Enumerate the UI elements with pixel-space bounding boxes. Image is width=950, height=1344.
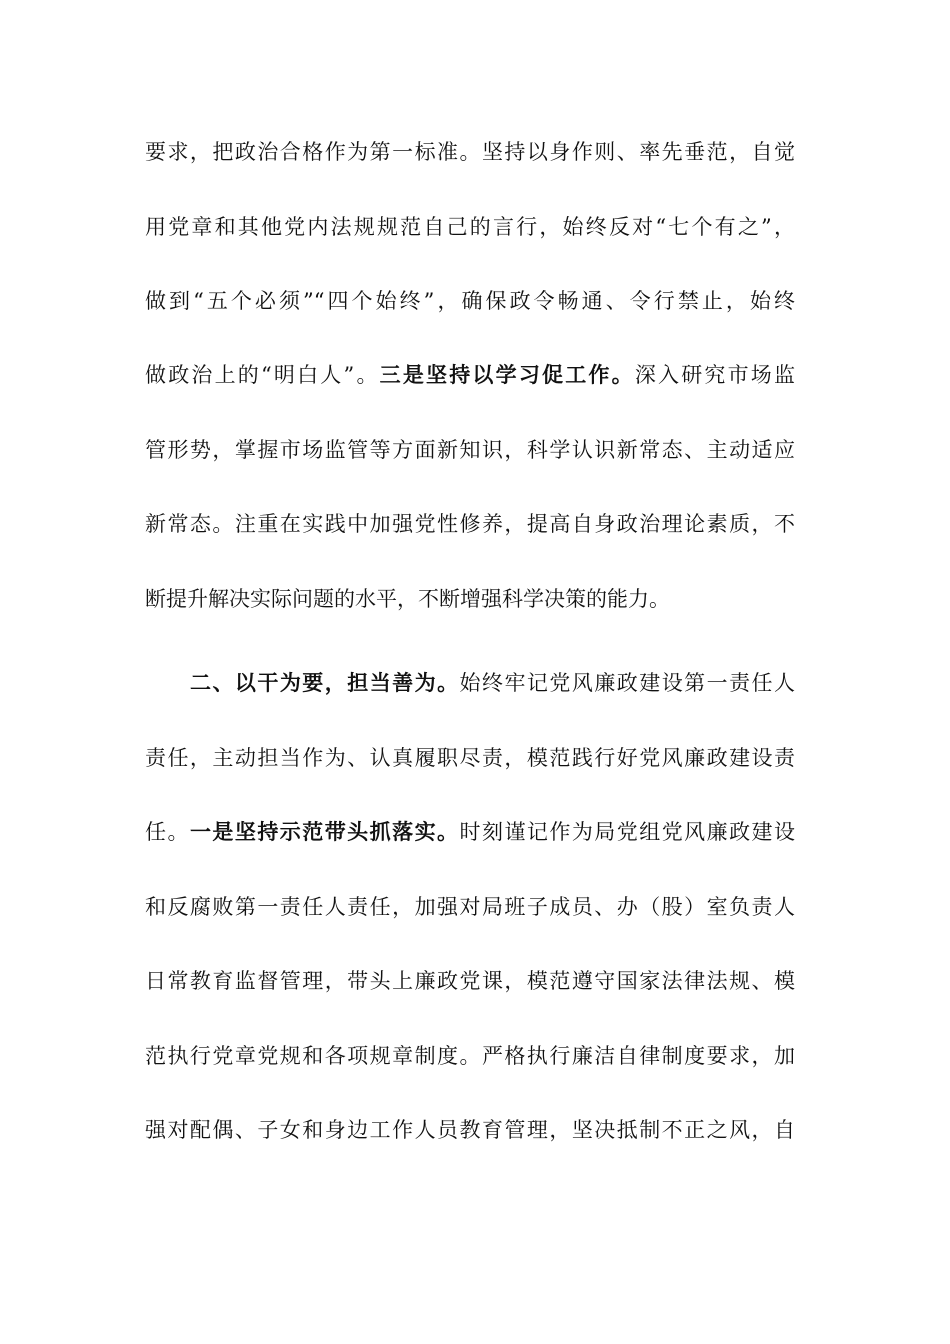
text-line-12 xyxy=(145,966,795,996)
text-run: 始终牢记党风廉政建设第一责任人 xyxy=(459,671,796,695)
text-run: 断提升解决实际问题的水平，不断增强科学决策的能力。 xyxy=(145,587,670,611)
text-line-9 xyxy=(145,743,795,773)
text-run: 做到“五个必须”“四个始终”，确保政令畅通、令行禁止，始终 xyxy=(145,289,795,313)
text-run: 和反腐败第一责任人责任，加强对局班子成员、办（股）室负责人 xyxy=(145,895,795,919)
text-run: 管形势，掌握市场监管等方面新知识，科学认识新常态、主动适应 xyxy=(145,438,795,462)
text-run: 深入研究市场监 xyxy=(634,363,795,387)
text-line-2 xyxy=(145,212,795,242)
text-line-14 xyxy=(145,1115,795,1145)
text-run: 用党章和其他党内法规规范自己的言行，始终反对“七个有之”， xyxy=(145,215,795,239)
text-line-8 xyxy=(190,668,795,698)
text-line-11 xyxy=(145,892,795,922)
text-run: 时刻谨记作为局党组党风廉政建设 xyxy=(459,820,796,844)
bold-heading-run: 一是坚持示范带头抓落实。 xyxy=(189,819,460,844)
text-line-1 xyxy=(145,137,795,167)
text-run: 做政治上的“明白人”。 xyxy=(145,363,380,387)
bold-heading-run: 三是坚持以学习促工作。 xyxy=(379,362,635,387)
text-run: 日常教育监督管理，带头上廉政党课，模范遵守国家法律法规、模 xyxy=(145,969,795,993)
text-run: 强对配偶、子女和身边工作人员教育管理，坚决抵制不正之风，自 xyxy=(145,1118,795,1142)
text-line-4 xyxy=(145,360,795,390)
text-line-6 xyxy=(145,509,795,539)
text-run: 责任，主动担当作为、认真履职尽责，模范践行好党风廉政建设责 xyxy=(145,746,795,770)
text-run: 要求，把政治合格作为第一标准。坚持以身作则、率先垂范，自觉 xyxy=(145,140,795,164)
text-line-13 xyxy=(145,1041,795,1071)
text-line-3 xyxy=(145,286,795,316)
text-line-5 xyxy=(145,435,795,465)
text-run: 范执行党章党规和各项规章制度。严格执行廉洁自律制度要求，加 xyxy=(145,1044,795,1068)
text-run: 任。 xyxy=(145,820,190,844)
section-heading-run: 二、以干为要，担当善为。 xyxy=(190,670,460,695)
text-run: 新常态。注重在实践中加强党性修养，提高自身政治理论素质，不 xyxy=(145,512,795,536)
text-line-10 xyxy=(145,817,795,847)
text-line-7 xyxy=(145,584,795,614)
